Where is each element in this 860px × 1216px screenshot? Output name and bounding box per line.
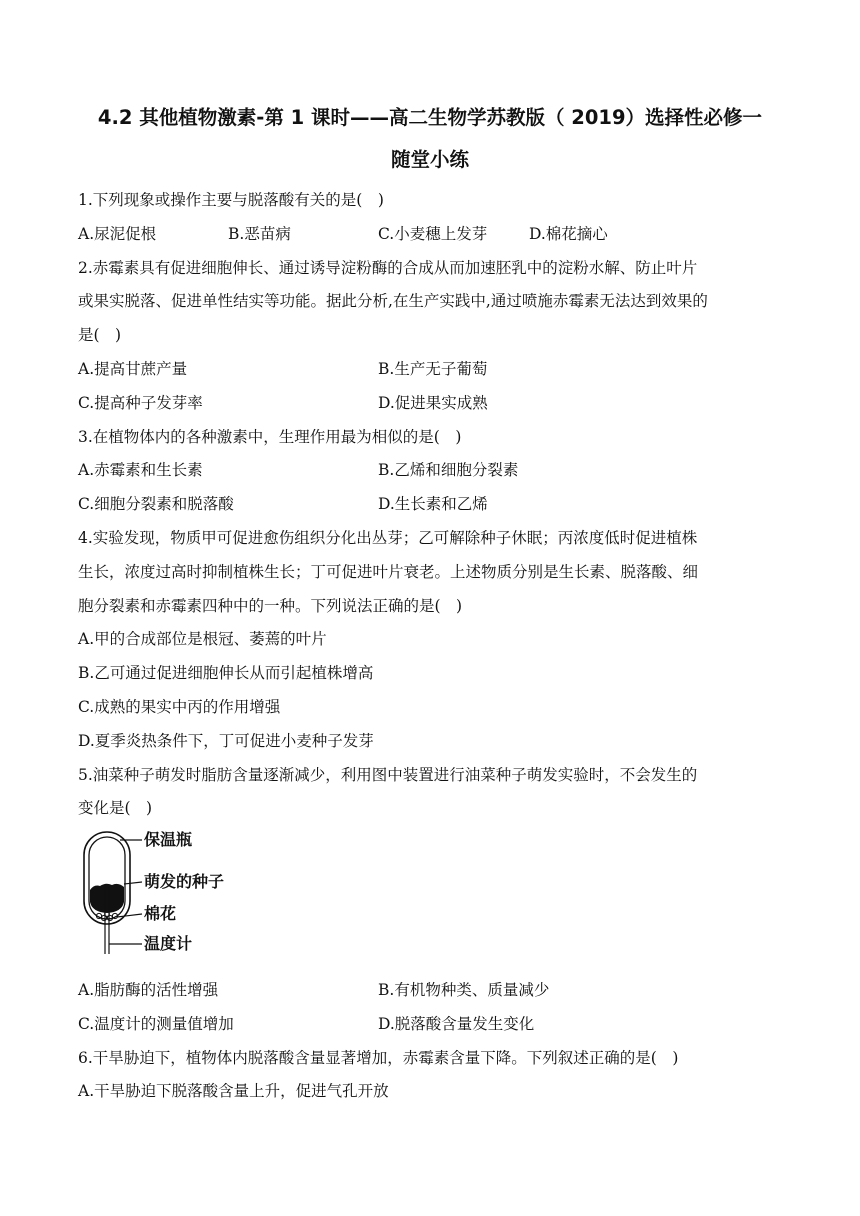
question-3-option-b: B.乙烯和细胞分裂素 [378, 461, 519, 479]
question-1-option-a: A.尿泥促根 [78, 225, 157, 243]
question-4-option-a: A.甲的合成部位是根冠、萎蔫的叶片 [78, 630, 327, 648]
germinating-seeds-mass [90, 884, 124, 913]
document-title-line-1: 4.2 其他植物激素-第 1 课时——高二生物学苏教版（ 2019）选择性必修一 [97, 106, 763, 129]
question-6-option-a: A.干旱胁迫下脱落酸含量上升，促进气孔开放 [78, 1082, 389, 1100]
question-2-option-d: D.促进果实成熟 [378, 394, 488, 412]
question-5-option-b: B.有机物种类、质量减少 [378, 981, 550, 999]
question-4-option-c: C.成熟的果实中丙的作用增强 [78, 698, 281, 716]
question-2-stem-line-3: 是( ) [78, 326, 122, 344]
question-2-stem-line-2: 或果实脱落、促进单性结实等功能。据此分析,在生产实践中,通过喷施赤霉素无法达到效果的 [78, 292, 708, 310]
leader-line-seeds [124, 882, 142, 884]
question-5-option-c: C.温度计的测量值增加 [78, 1015, 234, 1033]
question-3-option-c: C.细胞分裂素和脱落酸 [78, 495, 234, 513]
question-5-option-d: D.脱落酸含量发生变化 [378, 1015, 535, 1033]
document-title-line-2: 随堂小练 [390, 148, 469, 171]
question-3-option-d: D.生长素和乙烯 [378, 495, 488, 513]
question-4-stem-line-3: 胞分裂素和赤霉素四种中的一种。下列说法正确的是( ) [78, 597, 463, 615]
thermos-experiment-figure [80, 826, 260, 956]
question-1-option-c: C.小麦穗上发芽 [378, 225, 488, 243]
question-3-stem: 3.在植物体内的各种激素中，生理作用最为相似的是( ) [78, 428, 462, 446]
figure-label-seeds: 萌发的种子 [144, 872, 225, 891]
question-2-option-a: A.提高甘蔗产量 [78, 360, 188, 378]
question-6-stem: 6.干旱胁迫下，植物体内脱落酸含量显著增加，赤霉素含量下降。下列叙述正确的是( ) [78, 1049, 679, 1067]
question-3-option-a: A.赤霉素和生长素 [78, 461, 203, 479]
leader-line-cotton [117, 914, 142, 917]
question-5-stem-line-1: 5.油菜种子萌发时脂肪含量逐渐减少，利用图中装置进行油菜种子萌发实验时，不会发生的 [78, 766, 698, 784]
question-2-option-b: B.生产无子葡萄 [378, 360, 488, 378]
question-2-option-c: C.提高种子发芽率 [78, 394, 203, 412]
figure-label-cotton: 棉花 [144, 904, 177, 923]
figure-label-thermos: 保温瓶 [144, 830, 193, 849]
question-4-option-d: D.夏季炎热条件下，丁可促进小麦种子发芽 [78, 732, 374, 750]
question-4-stem-line-1: 4.实验发现，物质甲可促进愈伤组织分化出丛芽；乙可解除种子休眠；丙浓度低时促进植株 [78, 529, 698, 547]
question-5-stem-line-2: 变化是( ) [78, 799, 153, 817]
question-1-option-b: B.恶苗病 [228, 225, 291, 243]
question-1-stem: 1.下列现象或操作主要与脱落酸有关的是( ) [78, 191, 384, 209]
question-5-option-a: A.脂肪酶的活性增强 [78, 981, 219, 999]
question-4-option-b: B.乙可通过促进细胞伸长从而引起植株增高 [78, 664, 374, 682]
question-2-stem-line-1: 2.赤霉素具有促进细胞伸长、通过诱导淀粉酶的合成从而加速胚乳中的淀粉水解、防止叶片 [78, 259, 698, 277]
question-1-option-d: D.棉花摘心 [529, 225, 608, 243]
figure-label-thermometer: 温度计 [144, 934, 193, 953]
question-4-stem-line-2: 生长，浓度过高时抑制植株生长；丁可促进叶片衰老。上述物质分别是生长素、脱落酸、细 [78, 563, 699, 581]
